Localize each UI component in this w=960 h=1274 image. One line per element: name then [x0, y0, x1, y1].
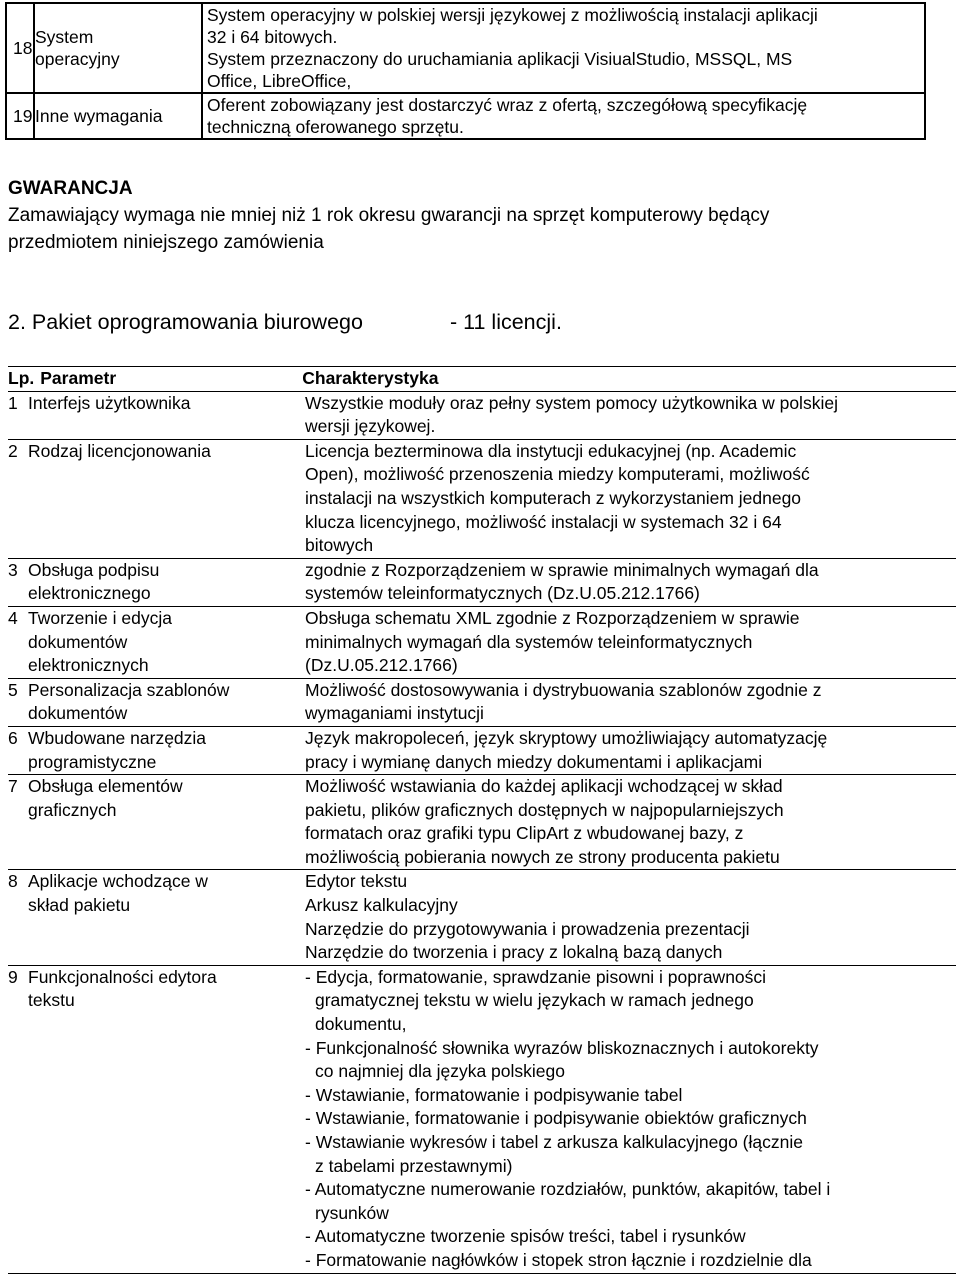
parameter-line: Obsługa podpisu [28, 559, 160, 580]
parameter-line: Aplikacje wchodzące w [28, 871, 208, 892]
characteristic-line: Licencja bezterminowa dla instytucji edukacyjnej (np. Academic [305, 440, 797, 461]
row-number: 6 [8, 727, 18, 748]
row-number: 1 [8, 392, 18, 413]
section-heading [8, 310, 562, 335]
characteristic-line: klucza licencyjnego, możliwość instalacji w systemach 32 i 64 [305, 511, 782, 532]
characteristic-line: Arkusz kalkulacyjny [305, 895, 458, 916]
guarantee-line: przedmiotem niniejszego zamówienia [8, 232, 324, 253]
row-number: 4 [8, 607, 18, 628]
parameter-line: System [35, 27, 94, 47]
characteristic-line: Język makropoleceń, język skryptowy umożliwiający automatyzację [305, 727, 828, 748]
row-parameter [28, 559, 305, 606]
parameter-line: dokumentów [28, 703, 128, 724]
characteristic-line: gramatycznej tekstu w wielu językach w ramach jednego [315, 990, 754, 1011]
section-title: 2. Pakiet oprogramowania biurowego [8, 310, 363, 334]
parameter-line: Obsługa elementów [28, 776, 183, 797]
table-row [6, 93, 925, 139]
row-number: 3 [8, 559, 18, 580]
parameter-line: Wbudowane narzędzia [28, 727, 207, 748]
header-lp: Lp. [8, 368, 35, 388]
table-row [8, 679, 956, 727]
parameter-line: skład pakietu [28, 895, 131, 916]
characteristic-line: - Formatowanie nagłówków i stopek stron łącznie i rozdzielnie dla [305, 1249, 812, 1270]
row-number: 8 [8, 871, 18, 892]
row-number: 9 [8, 966, 18, 987]
characteristic-line: Open), możliwość przenoszenia miedzy komputerami, możliwość [305, 464, 810, 485]
row-characteristic [305, 679, 956, 726]
row-description [202, 3, 925, 93]
characteristic-line: - Wstawianie wykresów i tabel z arkusza kalkulacyjnego (łącznie [305, 1132, 803, 1152]
characteristic-line: możliwością pobierania nowych ze strony producenta pakietu [305, 846, 780, 867]
characteristic-line: bitowych [305, 535, 374, 556]
row-characteristic [305, 392, 956, 439]
characteristic-line: - Automatyczne tworzenie spisów treści, tabel i rysunków [305, 1226, 746, 1247]
characteristic-line: Obsługa schematu XML zgodnie z Rozporządzeniem w sprawie [305, 607, 800, 628]
characteristic-line: Narzędzie do przygotowywania i prowadzenia prezentacji [305, 918, 750, 939]
characteristic-line: - Funkcjonalność słownika wyrazów bliskoznacznych i autokorekty [305, 1037, 819, 1058]
row-characteristic [305, 870, 956, 964]
description-line: Oferent zobowiązany jest dostarczyć wraz z ofertą, szczegółową specyfikację [207, 95, 808, 115]
characteristic-line: Możliwość dostosowywania i dystrybuowania szablonów zgodnie z [305, 679, 822, 700]
characteristic-line: - Automatyczne numerowanie rozdziałów, punktów, akapitów, tabel i [305, 1179, 831, 1200]
table-row [8, 727, 956, 775]
characteristic-line: zgodnie z Rozporządzeniem w sprawie minimalnych wymagań dla [305, 559, 819, 580]
table-row [8, 870, 956, 965]
characteristic-line: pracy i wymianę danych miedzy dokumentami i aplikacjami [305, 751, 763, 772]
parameter-line: programistyczne [28, 751, 157, 772]
row-parameter [28, 775, 305, 869]
characteristic-line: Możliwość wstawiania do każdej aplikacji wchodzącej w skład [305, 776, 783, 797]
description-line: 32 i 64 bitowych. [207, 27, 338, 47]
row-parameter [28, 870, 305, 964]
table-row [6, 3, 925, 93]
table-row [8, 775, 956, 870]
row-parameter [28, 679, 305, 726]
parameter-line: Interfejs użytkownika [28, 392, 191, 413]
header-parameter: Parametr [40, 368, 117, 388]
characteristic-line: Narzędzie do tworzenia i pracy z lokalną bazą danych [305, 942, 723, 963]
characteristic-line: rysunków [315, 1202, 389, 1223]
parameter-line: elektronicznego [28, 583, 151, 604]
row-parameter [34, 3, 202, 93]
software-spec-table [8, 366, 956, 1274]
parameter-line: Inne wymagania [35, 106, 163, 126]
parameter-line: Funkcjonalności edytora [28, 966, 217, 987]
row-parameter [34, 93, 202, 139]
characteristic-line: Edytor tekstu [305, 871, 408, 892]
row-characteristic [305, 775, 956, 869]
row-characteristic [305, 727, 956, 774]
row-description [202, 93, 925, 139]
table-header-row [8, 366, 956, 392]
description-line: Office, LibreOffice, [207, 71, 352, 91]
row-characteristic [305, 607, 956, 678]
row-parameter [28, 440, 305, 558]
guarantee-line: Zamawiający wymaga nie mniej niż 1 rok okresu gwarancji na sprzęt komputerowy będący [8, 205, 770, 226]
parameter-line: tekstu [28, 990, 75, 1011]
guarantee-text [8, 202, 958, 256]
row-parameter [28, 392, 305, 439]
characteristic-line: (Dz.U.05.212.1766) [305, 655, 458, 676]
row-parameter [28, 727, 305, 774]
table-row [8, 440, 956, 559]
guarantee-heading: GWARANCJA [8, 178, 133, 199]
characteristic-line: co najmniej dla języka polskiego [315, 1061, 565, 1082]
characteristic-line: - Edycja, formatowanie, sprawdzanie pisowni i poprawności [305, 966, 767, 987]
license-count: - 11 licencji. [450, 310, 562, 334]
characteristic-line: instalacji na wszystkich komputerach z wykorzystaniem jednego [305, 487, 802, 508]
row-number: 5 [8, 679, 18, 700]
characteristic-line: wersji językowej. [305, 416, 436, 437]
top-spec-table [5, 2, 926, 140]
characteristic-line: formatach oraz grafiki typu ClipArt z wbudowanej bazy, z [305, 823, 744, 844]
description-line: System operacyjny w polskiej wersji językowej z możliwością instalacji aplikacji [207, 5, 818, 25]
characteristic-line: wymaganiami instytucji [305, 703, 484, 724]
parameter-line: Tworzenie i edycja [28, 607, 172, 628]
characteristic-line: minimalnych wymagań dla systemów teleinformatycznych [305, 631, 753, 652]
parameter-line: elektronicznych [28, 655, 149, 676]
characteristic-line: z tabelami przestawnymi) [315, 1155, 513, 1176]
parameter-line: operacyjny [35, 49, 120, 69]
description-line: System przeznaczony do uruchamiania aplikacji VisiualStudio, MSSQL, MS [207, 49, 793, 69]
parameter-line: Rodzaj licencjonowania [28, 440, 211, 461]
characteristic-line: dokumentu, [315, 1014, 407, 1035]
characteristic-line: Wszystkie moduły oraz pełny system pomocy użytkownika w polskiej [305, 392, 838, 413]
characteristic-line: - Wstawianie, formatowanie i podpisywanie tabel [305, 1084, 683, 1105]
row-number: 18 [6, 3, 34, 93]
row-characteristic [305, 440, 956, 558]
row-number: 7 [8, 776, 18, 797]
characteristic-line: pakietu, plików graficznych dostępnych w najpopularniejszych [305, 799, 784, 820]
parameter-line: Personalizacja szablonów [28, 679, 230, 700]
header-characteristic: Charakterystyka [302, 368, 439, 388]
table-row [8, 966, 956, 1274]
row-parameter [28, 966, 305, 1273]
table-row [8, 559, 956, 607]
characteristic-line: systemów teleinformatycznych (Dz.U.05.212.1766) [305, 583, 700, 604]
row-number: 2 [8, 440, 18, 461]
parameter-line: dokumentów [28, 631, 128, 652]
row-parameter [28, 607, 305, 678]
row-number: 19 [6, 93, 34, 139]
row-characteristic [305, 559, 956, 606]
characteristic-line: - Wstawianie, formatowanie i podpisywanie obiektów graficznych [305, 1108, 807, 1129]
row-characteristic [305, 966, 956, 1273]
parameter-line: graficznych [28, 799, 117, 820]
table-row [8, 392, 956, 440]
description-line: techniczną oferowanego sprzętu. [207, 117, 464, 137]
table-row [8, 607, 956, 679]
